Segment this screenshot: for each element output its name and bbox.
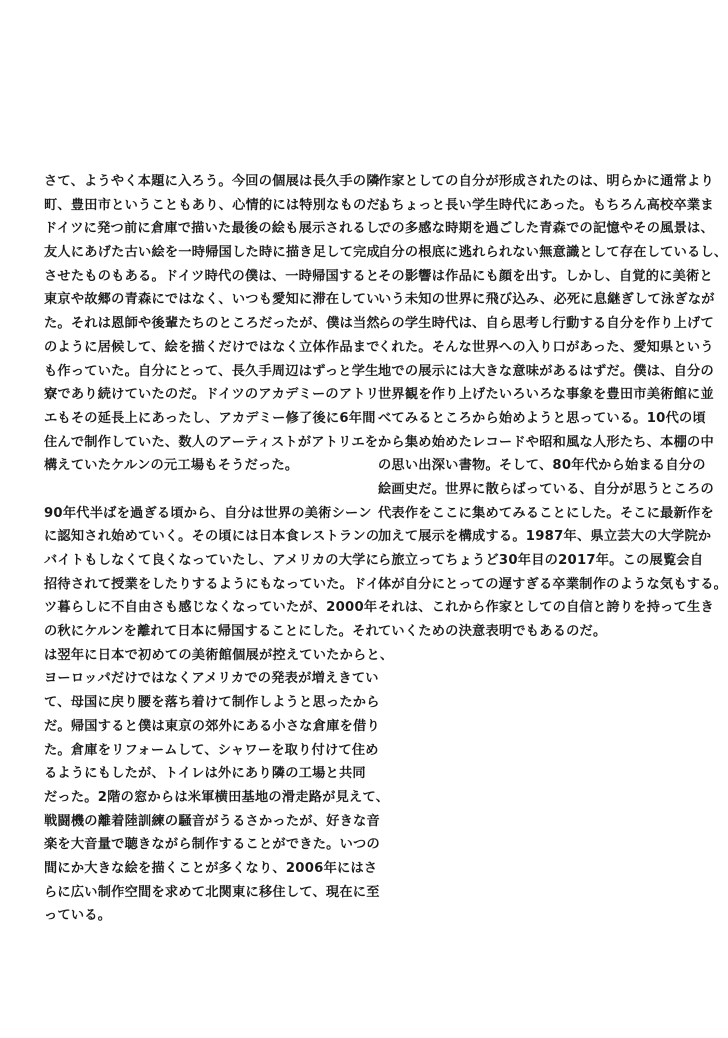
text-line: の秋にケルンを離れて日本に帰国することにした。それ <box>44 624 379 640</box>
text-line: 加えて展示を構成する。1987年、県立芸大の大学院か <box>378 529 712 545</box>
right-column <box>378 170 728 644</box>
text-line: エもその延長上にあったし、アカデミー修了後に6年間 <box>44 410 376 426</box>
text-line: 90年代半ばを過ぎる頃から、自分は世界の美術シーン <box>44 505 372 521</box>
text-line: ていくための決意表明でもあるのだ。 <box>378 624 607 640</box>
text-line: 自分の根底に逃れられない無意識として存在しているし、 <box>378 245 728 261</box>
text-line: っている。 <box>44 908 112 924</box>
paragraph-spacer <box>44 478 364 502</box>
text-line: 地での展示には大きな意味があるはずだ。僕は、自分の <box>378 363 714 379</box>
text-line: の思い出深い書物。そして、80年代から始まる自分の <box>378 458 706 474</box>
text-line: るようにもしたが、トイレは外にあり隣の工場と共同 <box>44 766 366 782</box>
text-line: だった。2階の窓からは米軍横田基地の滑走路が見えて、 <box>44 789 390 805</box>
text-line: ツ暮らしに不自由さも感じなくなっていたが、2000年 <box>44 600 378 616</box>
text-line: 寮であり続けていたのだ。ドイツのアカデミーのアトリ <box>44 387 380 403</box>
text-line: 友人にあげた古い絵を一時帰国した時に描き足して完成 <box>44 245 380 261</box>
text-line: だ。帰国すると僕は東京の郊外にある小さな倉庫を借り <box>44 718 380 734</box>
text-line: 楽を大音量で聴きながら制作することができた。いつの <box>44 837 380 853</box>
text-line: それは、これから作家としての自信と誇りを持って生き <box>378 600 714 616</box>
text-line: くれた。そんな世界への入り口があった、愛知県という <box>378 339 714 355</box>
text-line: 間にか大きな絵を描くことが多くなり、2006年にはさ <box>44 860 378 876</box>
text-line: 世界観を作り上げたいろいろな事象を豊田市美術館に並 <box>378 387 714 403</box>
text-line: に認知され始めていく。その頃には日本食レストランの <box>44 529 380 545</box>
text-line: 住んで制作していた、数人のアーティストがアトリエを <box>44 434 379 450</box>
text-line: 戦闘機の離着陸訓練の騒音がうるさかったが、好きな音 <box>44 813 380 829</box>
text-line: 東京や故郷の青森にではなく、いつも愛知に滞在してい <box>44 292 380 308</box>
text-line: ら旅立ってちょうど30年目の2017年。この展覧会自 <box>378 553 704 568</box>
text-line: は翌年に日本で初めての美術館個展が控えていたからと、 <box>44 647 394 663</box>
text-line: も作っていた。自分にとって、長久手周辺はずっと学生 <box>44 363 379 379</box>
text-line: さて、ようやく本題に入ろう。今回の個展は長久手の隣 <box>44 174 380 189</box>
text-line: 代表作をここに集めてみることにした。そこに最新作を <box>378 505 714 521</box>
text-line: バイトもしなくて良くなっていたし、アメリカの大学に <box>44 553 380 568</box>
text-line: らに広い制作空間を求めて北関東に移住して、現在に至 <box>44 884 380 900</box>
paragraph-student-years <box>378 170 728 644</box>
text-line: 町、豊田市ということもあり、心情的には特別なものだ。 <box>44 197 394 213</box>
text-line: た。それは恩師や後輩たちのところだったが、僕は当然 <box>44 316 380 332</box>
text-line: 絵画史だ。世界に散らばっている、自分が思うところの <box>378 481 714 497</box>
text-line: 体が自分にとっての遅すぎる卒業制作のような気もする。 <box>378 576 728 592</box>
text-line: ヨーロッパだけではなくアメリカでの発表が増えきてい <box>44 671 379 687</box>
text-line: から集め始めたレコードや昭和風な人形たち、本棚の中 <box>378 434 714 450</box>
left-column <box>44 170 394 928</box>
text-line: ドイツに発つ前に倉庫で描いた最後の絵も展示されるし、 <box>44 221 393 237</box>
text-line: 構えていたケルンの元工場もそうだった。 <box>44 458 299 474</box>
text-line: べてみるところから始めようと思っている。10代の頃 <box>378 410 706 426</box>
paragraph-return-to-japan <box>44 502 394 928</box>
text-line: もちょっと長い学生時代にあった。もちろん高校卒業ま <box>378 197 714 213</box>
text-line: 作家としての自分が形成されたのは、明らかに通常より <box>378 174 714 189</box>
text-line: らの学生時代は、自ら思考し行動する自分を作り上げて <box>378 316 714 332</box>
text-line: 招待されて授業をしたりするようにもなっていた。ドイ <box>44 576 380 592</box>
paragraph-homecoming-exhibition <box>44 170 394 478</box>
text-line: させたものもある。ドイツ時代の僕は、一時帰国すると <box>44 268 380 284</box>
text-line: て、母国に戻り腰を落ち着けて制作しようと思ったから <box>44 695 380 711</box>
text-line: いう未知の世界に飛び込み、必死に息継ぎして泳ぎなが <box>378 292 715 308</box>
text-line: のように居候して、絵を描くだけではなく立体作品まで <box>44 339 380 355</box>
text-line: での多感な時期を過ごした青森での記憶やその風景は、 <box>378 221 714 237</box>
text-line: た。倉庫をリフォームして、シャワーを取り付けて住め <box>44 742 379 758</box>
text-line: その影響は作品にも顔を出す。しかし、自覚的に美術と <box>378 268 713 284</box>
